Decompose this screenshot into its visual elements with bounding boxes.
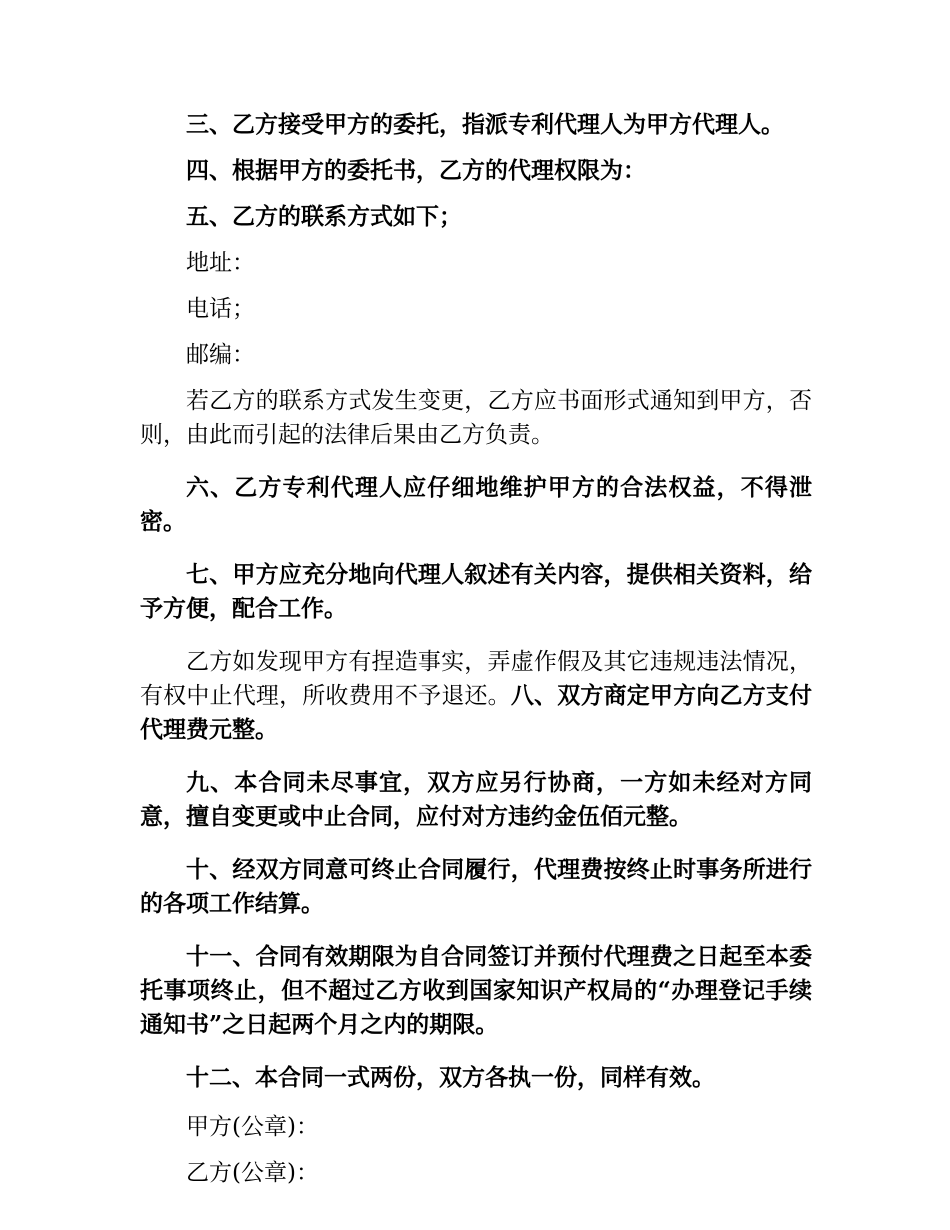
clause-8: 八、双方商定甲方向乙方支付代理费元整。 — [140, 682, 813, 743]
party-b-seal: 乙方(公章)： — [186, 1160, 319, 1186]
clause-7: 七、甲方应充分地向代理人叙述有关内容，提供相关资料，给予方便，配合工作。 — [140, 561, 812, 622]
contact-phone: 电话； — [186, 296, 255, 322]
contact-change-notice: 若乙方的联系方式发生变更，乙方应书面形式通知到甲方，否则，由此而引起的法律后果由乙方负责。 — [140, 388, 812, 448]
clause-12: 十二、本合同一式两份，双方各执一份，同样有效。 — [186, 1064, 715, 1091]
party-a-seal: 甲方(公章)： — [186, 1114, 319, 1140]
clause-10: 十、经双方同意可终止合同履行，代理费按终止时事务所进行的各项工作结算。 — [140, 856, 812, 917]
clause-9: 九、本合同未尽事宜，双方应另行协商，一方如未经对方同意，擅自变更或中止合同，应付对方违约金伍佰元整。 — [140, 769, 812, 830]
fraud-clause-text: 乙方如发现甲方有捏造事实，弄虚作假及其它违规违法情况，有权中止代理，所收费用不予退还。 — [140, 649, 812, 709]
contact-address: 地址： — [186, 250, 255, 276]
clause-5: 五、乙方的联系方式如下； — [186, 203, 462, 230]
fraud-clause — [140, 645, 812, 747]
contract-page — [140, 108, 812, 1190]
clause-4: 四、根据甲方的委托书，乙方的代理权限为： — [186, 157, 646, 184]
contact-postcode: 邮编： — [186, 342, 255, 368]
clause-3: 三、乙方接受甲方的委托，指派专利代理人为甲方代理人。 — [186, 111, 784, 138]
clause-6: 六、乙方专利代理人应仔细地维护甲方的合法权益，不得泄密。 — [140, 474, 812, 535]
clause-11: 十一、合同有效期限为自合同签订并预付代理费之日起至本委托事项终止，但不超过乙方收到国家知识产权局的“办理登记手续通知书”之日起两个月之内的期限。 — [140, 943, 812, 1038]
